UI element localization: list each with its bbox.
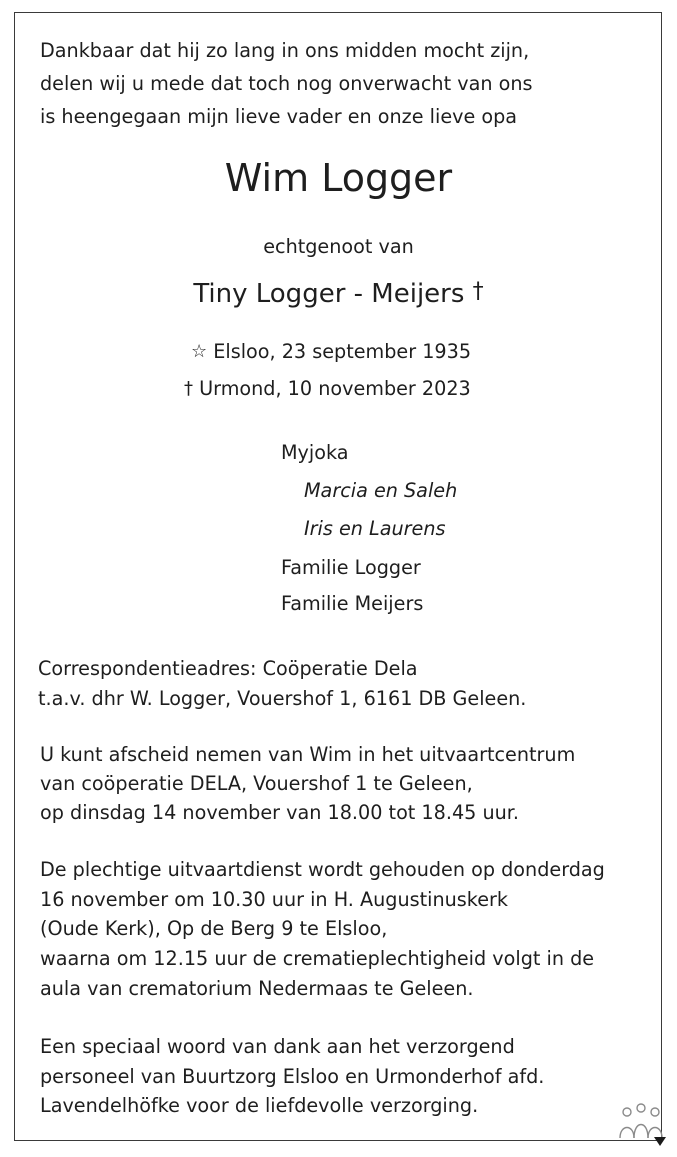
spouse-line: [0, 279, 677, 309]
farewell-line-2: van coöperatie DELA, Vouershof 1 te Geleen,: [40, 772, 473, 795]
deceased-name: Wim Logger: [224, 156, 453, 200]
service-line-5: aula van crematorium Nedermaas te Geleen.: [40, 977, 474, 1000]
cross-icon: †: [184, 378, 193, 399]
thanks-line-3: Lavendelhöfke voor de liefdevolle verzorging.: [40, 1094, 479, 1117]
family-grandchild-1: Marcia en Saleh: [304, 479, 458, 502]
family-grandchild-2: Iris en Laurens: [304, 517, 446, 540]
farewell-line-3: op dinsdag 14 november van 18.00 tot 18.45 uur.: [40, 801, 520, 824]
correspondence-line-2: t.a.v. dhr W. Logger, Vouershof 1, 6161 DB Geleen.: [38, 687, 527, 710]
spouse-name: Tiny Logger - Meijers: [193, 279, 465, 309]
birth-text: Elsloo, 23 september 1935: [213, 340, 472, 363]
correspondence-line-1: Correspondentieadres: Coöperatie Dela: [38, 657, 418, 680]
birth-line: [191, 340, 471, 363]
intro-line-2: delen wij u mede dat toch nog onverwacht van ons: [40, 72, 533, 95]
spouse-label: echtgenoot van: [263, 235, 414, 258]
service-line-4: waarna om 12.15 uur de crematieplechtigheid volgt in de: [40, 947, 595, 970]
death-line: [184, 377, 471, 400]
service-line-1: De plechtige uitvaartdienst wordt gehouden op donderdag: [40, 858, 605, 881]
triangle-down-icon[interactable]: [654, 1137, 666, 1146]
family-meijers: Familie Meijers: [281, 592, 424, 615]
cross-icon: †: [472, 279, 484, 304]
thanks-line-2: personeel van Buurtzorg Elsloo en Urmonderhof afd.: [40, 1065, 545, 1088]
service-line-3: (Oude Kerk), Op de Berg 9 te Elsloo,: [40, 917, 388, 940]
family-logger: Familie Logger: [281, 556, 421, 579]
intro-line-1: Dankbaar dat hij zo lang in ons midden mocht zijn,: [40, 39, 530, 62]
star-icon: ☆: [191, 341, 208, 362]
people-group-logo-icon: [616, 1102, 668, 1148]
family-child: Myjoka: [281, 441, 349, 464]
thanks-line-1: Een speciaal woord van dank aan het verzorgend: [40, 1035, 515, 1058]
intro-line-3: is heengegaan mijn lieve vader en onze lieve opa: [40, 105, 518, 128]
death-text: Urmond, 10 november 2023: [199, 377, 471, 400]
service-line-2: 16 november om 10.30 uur in H. Augustinuskerk: [40, 888, 509, 911]
farewell-line-1: U kunt afscheid nemen van Wim in het uitvaartcentrum: [40, 743, 576, 766]
